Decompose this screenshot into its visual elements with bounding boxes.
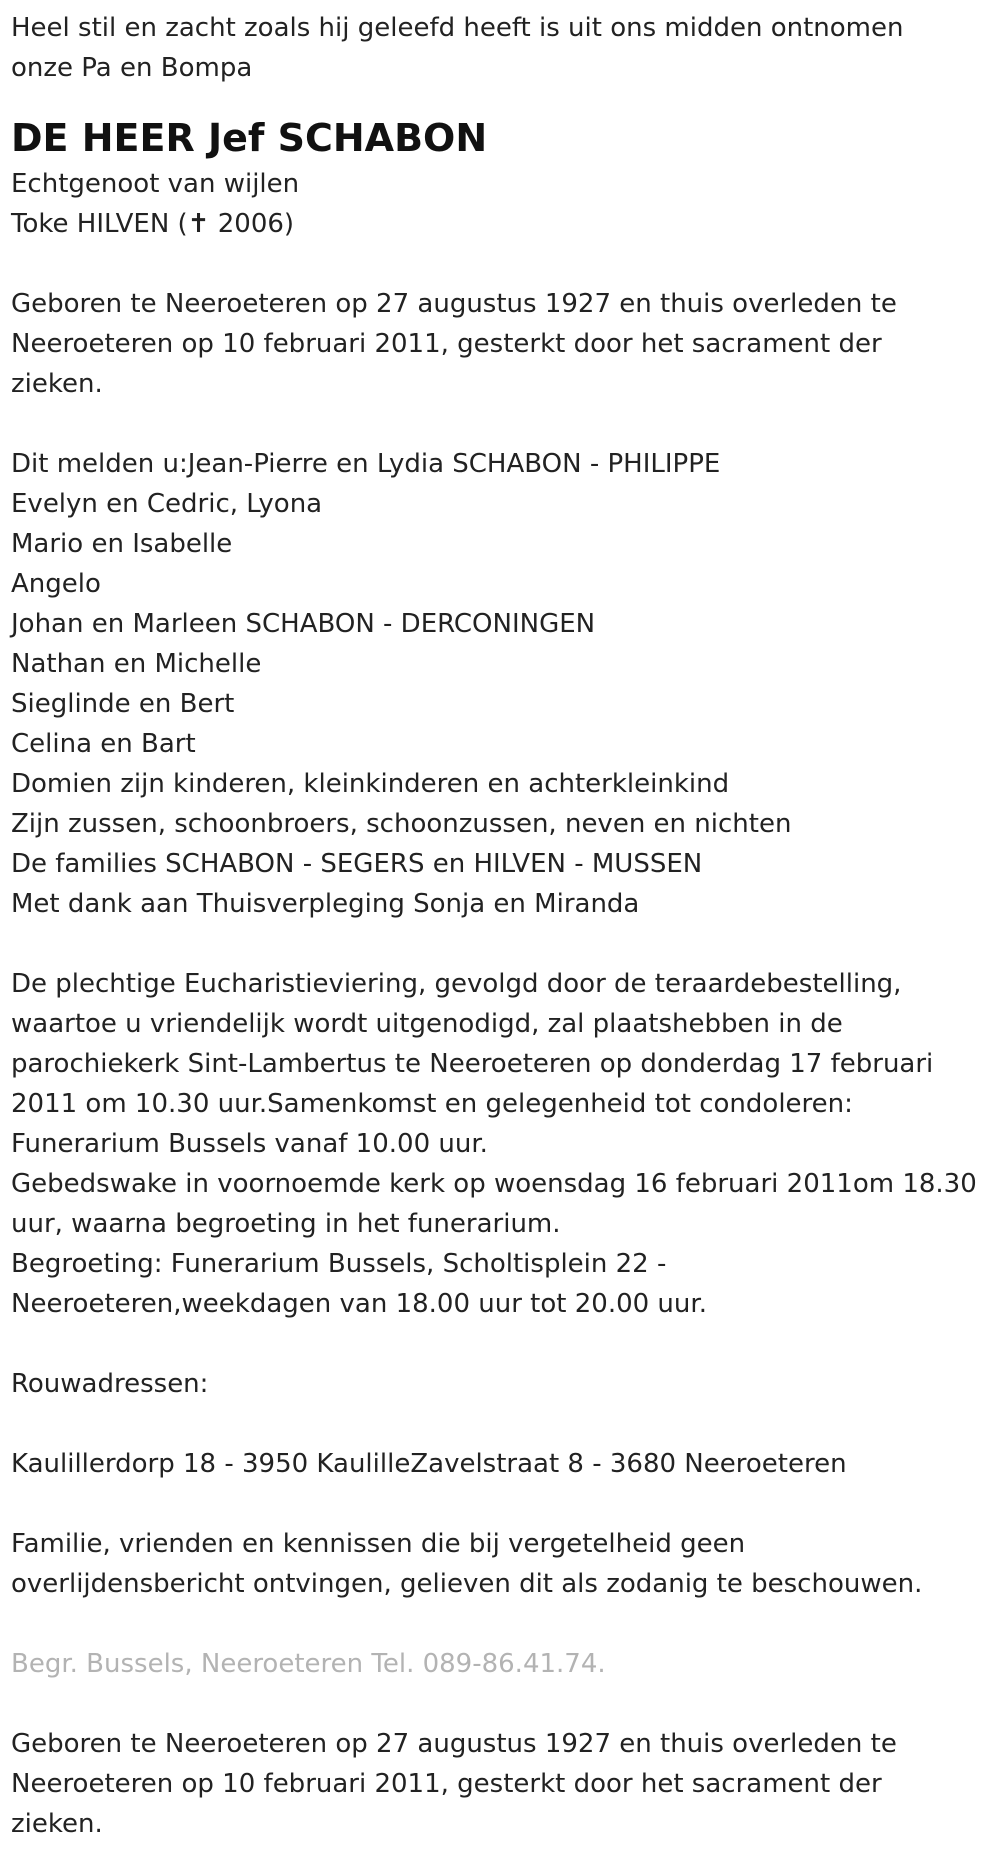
deceased-name-heading: DE HEER Jef SCHABON (11, 116, 488, 160)
announcer-line: Sieglinde en Bert (11, 689, 235, 719)
birth-death-paragraph (11, 284, 991, 404)
closing-note-line-1: Familie, vrienden en kennissen die bij vergetelheid geen (11, 1529, 746, 1559)
announcer-line: De families SCHABON - SEGERS en HILVEN - MUSSEN (11, 849, 703, 879)
closing-note-line-2: overlijdensbericht ontvingen, gelieven dit als zodanig te beschouwen. (11, 1569, 923, 1599)
intro-line-1: Heel stil en zacht zoals hij geleefd heeft is uit ons midden ontnomen (11, 13, 904, 43)
announcer-line: Dit melden u:Jean-Pierre en Lydia SCHABON - PHILIPPE (11, 449, 721, 479)
spouse-line-1: Echtgenoot van wijlen (11, 169, 300, 199)
birth-death-repeat-line-3: zieken. (11, 1809, 103, 1839)
announcer-line: Evelyn en Cedric, Lyona (11, 489, 323, 519)
birth-death-line-2: Neeroeteren op 10 februari 2011, gesterkt door het sacrament der (11, 329, 882, 359)
announcer-line: Domien zijn kinderen, kleinkinderen en achterkleinkind (11, 769, 730, 799)
announcer-line: Met dank aan Thuisverpleging Sonja en Miranda (11, 889, 640, 919)
birth-death-line-1: Geboren te Neeroeteren op 27 augustus 1927 en thuis overleden te (11, 289, 897, 319)
announcer-line: Zijn zussen, schoonbroers, schoonzussen, neven en nichten (11, 809, 792, 839)
announcer-line: Mario en Isabelle (11, 529, 233, 559)
ceremony-line: Gebedswake in voornoemde kerk op woensdag 16 februari 2011om 18.30 (11, 1169, 977, 1199)
announcers-list (11, 444, 991, 924)
ceremony-line: 2011 om 10.30 uur.Samenkomst en gelegenheid tot condoleren: (11, 1089, 853, 1119)
ceremony-line: De plechtige Eucharistieviering, gevolgd door de teraardebestelling, (11, 969, 902, 999)
spouse-info (11, 164, 991, 244)
ceremony-line: Funerarium Bussels vanaf 10.00 uur. (11, 1129, 488, 1159)
birth-death-line-3: zieken. (11, 369, 103, 399)
ceremony-line: uur, waarna begroeting in het funerarium. (11, 1209, 561, 1239)
funeral-home-contact: Begr. Bussels, Neeroeteren Tel. 089-86.41.74. (11, 1649, 606, 1679)
announcer-line: Angelo (11, 569, 101, 599)
ceremony-line: Neeroeteren,weekdagen van 18.00 uur tot 20.00 uur. (11, 1289, 707, 1319)
birth-death-repeat-line-2: Neeroeteren op 10 februari 2011, gesterkt door het sacrament der (11, 1769, 882, 1799)
ceremony-line: waartoe u vriendelijk wordt uitgenodigd, zal plaatshebben in de (11, 1009, 843, 1039)
mourning-addresses: Kaulillerdorp 18 - 3950 KaulilleZavelstraat 8 - 3680 Neeroeteren (11, 1449, 847, 1479)
ceremony-line: Begroeting: Funerarium Bussels, Scholtisplein 22 - (11, 1249, 667, 1279)
birth-death-repeat-line-1: Geboren te Neeroeteren op 27 augustus 1927 en thuis overleden te (11, 1729, 897, 1759)
announcer-line: Nathan en Michelle (11, 649, 262, 679)
ceremony-paragraph (11, 964, 991, 1324)
closing-note (11, 1524, 991, 1604)
obituary-document (11, 8, 991, 1844)
intro-line-2: onze Pa en Bompa (11, 53, 253, 83)
spouse-line-2: Toke HILVEN (✝ 2006) (11, 209, 295, 239)
ceremony-line: parochiekerk Sint-Lambertus te Neeroeteren op donderdag 17 februari (11, 1049, 934, 1079)
announcer-line: Johan en Marleen SCHABON - DERCONINGEN (11, 609, 596, 639)
intro-text (11, 8, 991, 88)
mourning-addresses-label: Rouwadressen: (11, 1369, 209, 1399)
birth-death-paragraph-repeat (11, 1724, 991, 1844)
announcer-line: Celina en Bart (11, 729, 196, 759)
